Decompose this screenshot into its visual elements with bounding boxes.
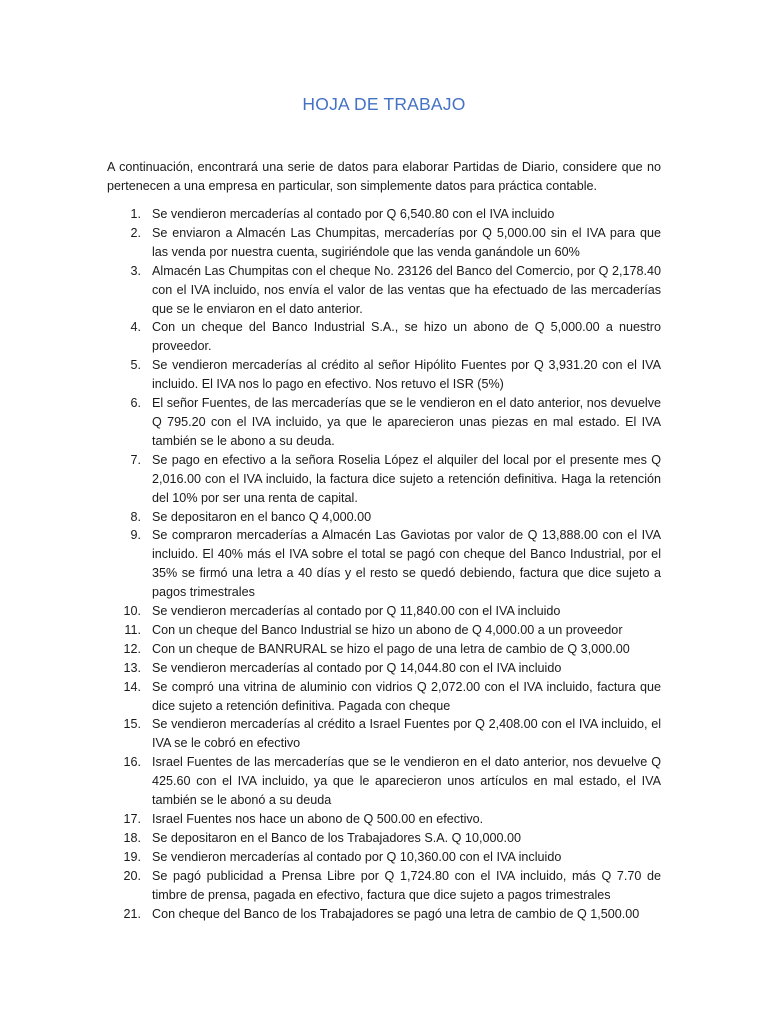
list-item (107, 526, 661, 602)
list-item (107, 602, 661, 621)
list-item (107, 810, 661, 829)
list-item (107, 848, 661, 867)
list-item-text: Se pagó publicidad a Prensa Libre por Q 1,724.80 con el IVA incluido, más Q 7.70 de timbre de prensa, pagada en efectivo, factura que dice sujeto a pagos trimestrales (152, 868, 661, 902)
list-item-text: Almacén Las Chumpitas con el cheque No. 23126 del Banco del Comercio, por Q 2,178.40 con el IVA incluido, nos envía el valor de las ventas que ha efectuado de las mercaderías que se le enviaron en el dato anterior. (152, 263, 661, 316)
list-item-number: 11. (124, 622, 141, 637)
list-item-number: 2. (130, 225, 141, 240)
list-item (107, 205, 661, 224)
list-item-number: 1. (130, 207, 141, 221)
intro-paragraph: A continuación, encontrará una serie de datos para elaborar Partidas de Diario, considere que no pertenecen a una empresa en particular, son simplemente datos para práctica contable. (107, 160, 661, 193)
list-item-text: Se vendieron mercaderías al contado por Q 6,540.80 con el IVA incluido (152, 207, 555, 221)
list-item-text: Se compraron mercaderías a Almacén Las Gaviotas por valor de Q 13,888.00 con el IVA incluido. El 40% más el IVA sobre el total se pagó con cheque del Banco Industrial, por el 35% se firmó una letra a 40 días y el resto se quedó debiendo, factura que dice sujeto a pagos trimestrales (152, 528, 661, 600)
list-item (107, 905, 661, 924)
list-item-number: 10. (123, 604, 141, 619)
list-item (107, 318, 661, 356)
list-item-text: Se vendieron mercaderías al contado por Q 10,360.00 con el IVA incluido (152, 849, 562, 864)
list-item-number: 8. (130, 509, 141, 524)
list-item-number: 21. (123, 906, 141, 921)
list-item-number: 16. (123, 755, 141, 770)
list-item-text: Con cheque del Banco de los Trabajadores se pagó una letra de cambio de Q 1,500.00 (152, 906, 640, 921)
list-item-number: 13. (123, 660, 141, 675)
list-item-text: Con un cheque de BANRURAL se hizo el pago de una letra de cambio de Q 3,000.00 (152, 641, 630, 656)
list-item-text: Se vendieron mercaderías al crédito a Israel Fuentes por Q 2,408.00 con el IVA incluido, el IVA se le cobró en efectivo (152, 717, 661, 751)
list-item-number: 6. (130, 396, 141, 411)
list-item-number: 9. (130, 528, 141, 543)
list-item-text: Se enviaron a Almacén Las Chumpitas, mercaderías por Q 5,000.00 sin el IVA para que las venda por nuestra cuenta, sugiriéndole que las venda ganándole un 60% (152, 225, 661, 259)
list-item (107, 829, 661, 848)
list-item-text: Con un cheque del Banco Industrial se hizo un abono de Q 4,000.00 a un proveedor (152, 622, 623, 637)
list-item (107, 262, 661, 319)
list-item (107, 224, 661, 262)
list-item-number: 7. (130, 452, 141, 467)
list-item (107, 715, 661, 753)
list-item-number: 19. (123, 849, 141, 864)
list-item-text: Se depositaron en el banco Q 4,000.00 (152, 509, 372, 524)
list-item-number: 3. (130, 263, 141, 278)
list-item (107, 451, 661, 508)
list-item (107, 356, 661, 394)
list-item-text: Se vendieron mercaderías al crédito al señor Hipólito Fuentes por Q 3,931.20 con el IVA incluido. El IVA nos lo pago en efectivo. Nos retuvo el ISR (5%) (152, 358, 661, 392)
list-item-text: Israel Fuentes de las mercaderías que se le vendieron en el dato anterior, nos devuelve Q 425.60 con el IVA incluido, ya que le aparecieron unos artículos en mal estado, el IVA también se le abonó a su deuda (152, 755, 661, 808)
list-item (107, 678, 661, 716)
list-item-text: Con un cheque del Banco Industrial S.A., se hizo un abono de Q 5,000.00 a nuestro proveedor. (152, 320, 661, 354)
list-item-text: Se compró una vitrina de aluminio con vidrios Q 2,072.00 con el IVA incluido, factura que dice sujeto a retención definitiva. Pagada con cheque (152, 679, 661, 713)
list-item-number: 4. (130, 320, 141, 335)
list-item (107, 508, 661, 527)
list-item-number: 20. (123, 868, 141, 883)
list-item-text: Israel Fuentes nos hace un abono de Q 500.00 en efectivo. (152, 812, 484, 826)
list-item-number: 5. (130, 358, 141, 373)
exercise-list (107, 205, 661, 923)
list-item (107, 659, 661, 678)
list-item (107, 394, 661, 451)
list-item-number: 12. (123, 641, 141, 656)
list-item-number: 17. (123, 812, 141, 826)
list-item (107, 753, 661, 810)
list-item (107, 867, 661, 905)
list-item-number: 14. (123, 679, 141, 694)
list-item-text: Se pago en efectivo a la señora Roselia López el alquiler del local por el presente mes Q 2,016.00 con el IVA incluido, la factura dice sujeto a retención definitiva. Haga la retención del 10% por ser una renta de capital. (152, 452, 661, 505)
list-item (107, 640, 661, 659)
list-item-text: El señor Fuentes, de las mercaderías que se le vendieron en el dato anterior, nos devuelve Q 795.20 con el IVA incluido, ya que le aparecieron unas piezas en mal estado. El IVA también se le abono a su deuda. (152, 396, 661, 448)
list-item (107, 621, 661, 640)
list-item-text: Se vendieron mercaderías al contado por Q 14,044.80 con el IVA incluido (152, 660, 562, 675)
list-item-number: 18. (123, 830, 141, 845)
list-item-text: Se depositaron en el Banco de los Trabajadores S.A. Q 10,000.00 (152, 830, 521, 845)
list-item-number: 15. (123, 717, 141, 732)
document-title: HOJA DE TRABAJO (302, 94, 466, 114)
list-item-text: Se vendieron mercaderías al contado por Q 11,840.00 con el IVA incluido (152, 604, 561, 619)
